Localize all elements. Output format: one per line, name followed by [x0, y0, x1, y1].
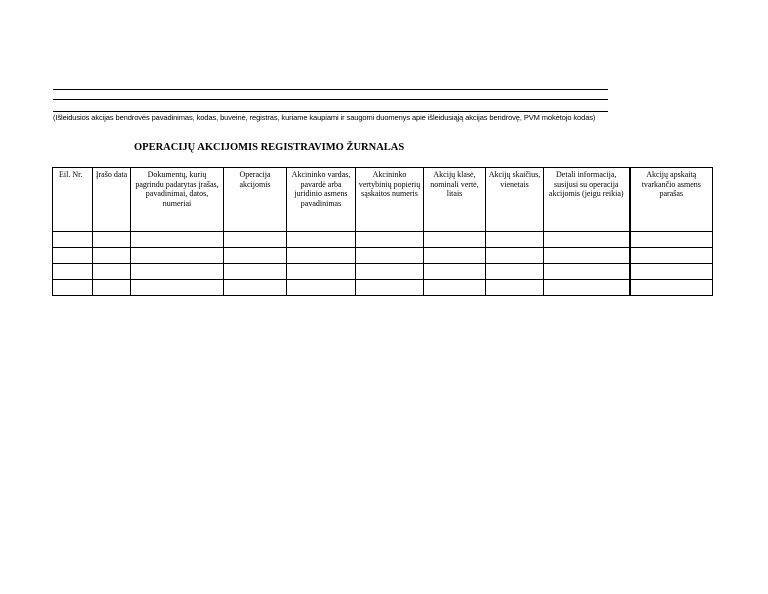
header-share-operation: Operacija akcijomis	[224, 168, 287, 232]
table-cell	[224, 280, 287, 296]
table-cell	[486, 232, 544, 248]
journal-table	[52, 167, 713, 296]
company-details-caption: (Išleidusios akcijas bendrovės pavadinimas, kodas, buveinė, registras, kuriame kaupiami ir saugomi duomenys apie išleidusiąją akcijas bendrovę, PVM mokėtojo kodas)	[53, 113, 596, 122]
table-cell	[544, 248, 630, 264]
table-cell	[131, 248, 224, 264]
table-cell	[486, 280, 544, 296]
table-cell	[93, 280, 131, 296]
table-cell	[630, 264, 713, 280]
table-cell	[53, 264, 93, 280]
blank-line-3	[53, 111, 608, 112]
table-row	[53, 232, 713, 248]
header-documents: Dokumentų, kurių pagrindu padarytas įrašas, pavadinimai, datos, numeriai	[131, 168, 224, 232]
table-cell	[424, 264, 486, 280]
table-row	[53, 264, 713, 280]
table-cell	[224, 264, 287, 280]
table-cell	[53, 280, 93, 296]
table-cell	[630, 248, 713, 264]
table-cell	[131, 264, 224, 280]
blank-line-2	[53, 99, 608, 100]
table-cell	[93, 248, 131, 264]
table-cell	[287, 248, 356, 264]
table-cell	[356, 264, 424, 280]
table-cell	[424, 280, 486, 296]
table-row	[53, 280, 713, 296]
table-cell	[53, 248, 93, 264]
journal-title: OPERACIJŲ AKCIJOMIS REGISTRAVIMO ŽURNALAS	[134, 142, 405, 153]
table-cell	[224, 248, 287, 264]
table-cell	[53, 232, 93, 248]
header-share-count: Akcijų skaičius, vienetais	[486, 168, 544, 232]
header-share-class: Akcijų klasė, nominali vertė, litais	[424, 168, 486, 232]
header-shareholder-name: Akcininko vardas, pavardė arba juridinio asmens pavadinimas	[287, 168, 356, 232]
table-cell	[544, 280, 630, 296]
table-cell	[356, 280, 424, 296]
table-cell	[486, 264, 544, 280]
header-signature: Akcijų apskaitą tvarkančio asmens parašas	[630, 168, 713, 232]
header-securities-account: Akcininko vertybinių popierių sąskaitos numeris	[356, 168, 424, 232]
table-cell	[93, 264, 131, 280]
table-cell	[131, 280, 224, 296]
table-cell	[356, 232, 424, 248]
header-entry-date: Įrašo data	[93, 168, 131, 232]
header-row-number: Eil. Nr.	[53, 168, 93, 232]
header-details: Detali informacija, susijusi su operacija akcijomis (jeigu reikia)	[544, 168, 630, 232]
table-cell	[424, 248, 486, 264]
table-cell	[544, 264, 630, 280]
table-cell	[630, 280, 713, 296]
table-cell	[131, 232, 224, 248]
table-cell	[424, 232, 486, 248]
table-row	[53, 248, 713, 264]
table-cell	[544, 232, 630, 248]
table-cell	[486, 248, 544, 264]
journal-header-row	[53, 168, 713, 232]
table-cell	[287, 232, 356, 248]
table-cell	[224, 232, 287, 248]
blank-line-1	[53, 89, 608, 90]
table-cell	[93, 232, 131, 248]
table-cell	[356, 248, 424, 264]
table-cell	[287, 280, 356, 296]
table-cell	[630, 232, 713, 248]
table-cell	[287, 264, 356, 280]
